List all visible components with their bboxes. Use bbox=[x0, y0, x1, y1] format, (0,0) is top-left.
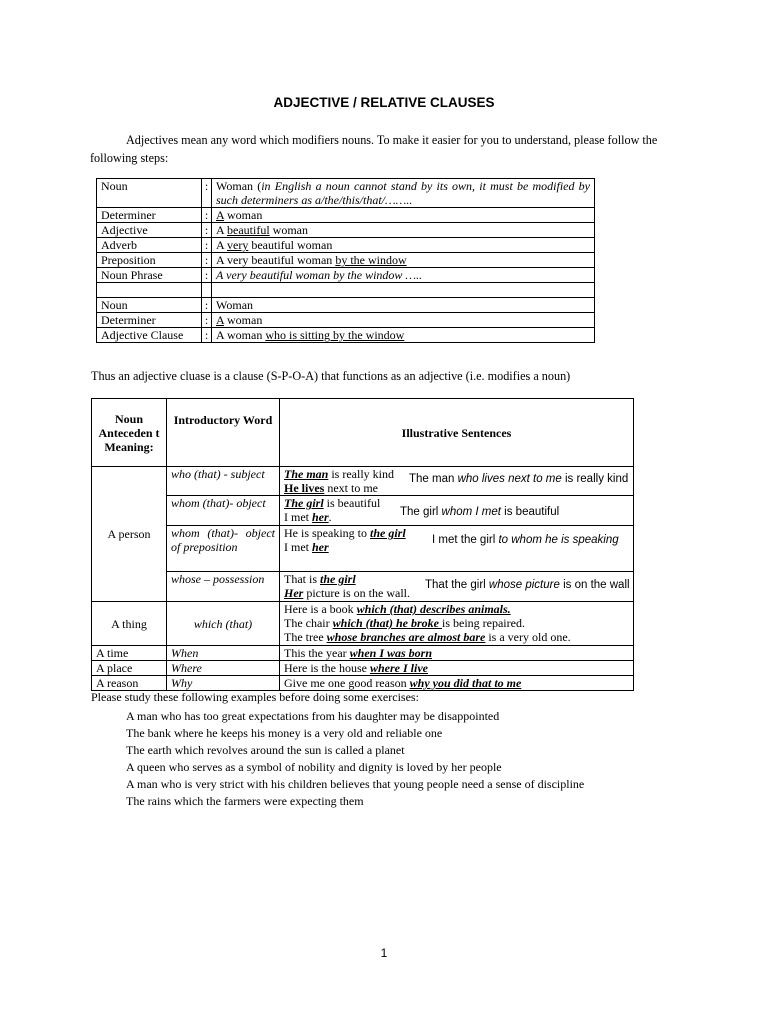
table-row bbox=[92, 526, 634, 572]
row-example: A very beautiful woman by the window bbox=[212, 253, 595, 268]
row-example: A very beautiful woman by the window ….. bbox=[212, 268, 595, 283]
annotation: The girl whom I met is beautiful bbox=[400, 506, 560, 518]
row-example: A beautiful woman bbox=[212, 223, 595, 238]
row-label: Preposition bbox=[97, 253, 202, 268]
page-title: ADJECTIVE / RELATIVE CLAUSES bbox=[273, 95, 495, 110]
table-row bbox=[97, 179, 595, 208]
row-example: A woman bbox=[212, 313, 595, 328]
table-row bbox=[97, 208, 595, 223]
illustrative-sentence: The man is really kind He lives next to me The man who lives next to me is really kind bbox=[280, 467, 634, 496]
example-sentence: A man who has too great expectations from his daughter may be disappointed bbox=[126, 709, 500, 723]
table-row bbox=[92, 467, 634, 496]
colon: : bbox=[202, 208, 212, 223]
illustrative-sentence: Give me one good reason why you did that to me bbox=[280, 676, 634, 691]
row-label: Adjective bbox=[97, 223, 202, 238]
table-row bbox=[97, 253, 595, 268]
table-row bbox=[92, 496, 634, 526]
relative-clause-table bbox=[91, 398, 634, 691]
example-sentence: The rains which the farmers were expecting them bbox=[126, 794, 364, 808]
row-example: A very beautiful woman bbox=[212, 238, 595, 253]
table-row bbox=[92, 646, 634, 661]
table-row bbox=[97, 313, 595, 328]
table-row-empty bbox=[97, 283, 595, 298]
row-label: Noun Phrase bbox=[97, 268, 202, 283]
example-sentence: The bank where he keeps his money is a very old and reliable one bbox=[126, 726, 443, 740]
colon: : bbox=[202, 223, 212, 238]
table-row bbox=[97, 298, 595, 313]
introductory-word: which (that) bbox=[167, 602, 280, 646]
example-sentence: The earth which revolves around the sun is called a planet bbox=[126, 743, 405, 757]
colon: : bbox=[202, 298, 212, 313]
table-row bbox=[92, 676, 634, 691]
antecedent-thing: A thing bbox=[92, 602, 167, 646]
introductory-word: When bbox=[167, 646, 280, 661]
antecedent-reason: A reason bbox=[92, 676, 167, 691]
header-antecedent: Noun Anteceden t Meaning: bbox=[92, 399, 167, 467]
illustrative-sentence: Here is the house where I live bbox=[280, 661, 634, 676]
table-row bbox=[97, 223, 595, 238]
table-row bbox=[92, 572, 634, 602]
introductory-word: whom (that)- object of preposition bbox=[167, 526, 280, 572]
illustrative-sentence: Here is a book which (that) describes animals. The chair which (that) he broke is being repaired. The tree whose branches are almost bare is a very old one. bbox=[280, 602, 634, 646]
annotation: That the girl whose picture is on the wall bbox=[425, 579, 630, 591]
introductory-word: who (that) - subject bbox=[167, 467, 280, 496]
page-number: 1 bbox=[380, 946, 388, 960]
colon: : bbox=[202, 313, 212, 328]
row-example: Woman bbox=[212, 298, 595, 313]
introductory-word: Why bbox=[167, 676, 280, 691]
colon: : bbox=[202, 253, 212, 268]
illustrative-sentence: That is the girl Her picture is on the wall. That the girl whose picture is on the wall bbox=[280, 572, 634, 602]
example-sentence: A man who is very strict with his children believes that young people need a sense of discipline bbox=[126, 777, 585, 791]
row-label: Adjective Clause bbox=[97, 328, 202, 343]
table-row bbox=[97, 328, 595, 343]
table-header-row bbox=[92, 399, 634, 467]
row-example: Woman (in English a noun cannot stand by its own, it must be modified by such determiners as a/the/this/that/…….. bbox=[212, 179, 595, 208]
colon: : bbox=[202, 238, 212, 253]
table-row bbox=[92, 661, 634, 676]
example-sentence: A queen who serves as a symbol of nobility and dignity is loved by her people bbox=[126, 760, 502, 774]
row-example: A woman bbox=[212, 208, 595, 223]
summary-sentence: Thus an adjective cluase is a clause (S-P-O-A) that functions as an adjective (i.e. modifies a noun) bbox=[91, 369, 571, 383]
table-row bbox=[92, 602, 634, 646]
introductory-word: whose – possession bbox=[167, 572, 280, 602]
colon: : bbox=[202, 179, 212, 208]
annotation: I met the girl to whom he is speaking bbox=[432, 534, 619, 546]
row-label: Noun bbox=[97, 298, 202, 313]
row-label: Determiner bbox=[97, 313, 202, 328]
antecedent-person: A person bbox=[92, 467, 167, 602]
row-example: A woman who is sitting by the window bbox=[212, 328, 595, 343]
illustrative-sentence: He is speaking to the girl I met her I met the girl to whom he is speaking bbox=[280, 526, 634, 572]
introductory-word: whom (that)- object bbox=[167, 496, 280, 526]
table-row bbox=[97, 238, 595, 253]
study-instruction: Please study these following examples before doing some exercises: bbox=[91, 690, 419, 704]
colon: : bbox=[202, 328, 212, 343]
header-illustrative-sentences: Illustrative Sentences bbox=[280, 399, 634, 467]
illustrative-sentence: The girl is beautiful I met her. The girl whom I met is beautiful bbox=[280, 496, 634, 526]
annotation: The man who lives next to me is really kind bbox=[409, 473, 629, 485]
row-label: Adverb bbox=[97, 238, 202, 253]
header-introductory-word: Introductory Word bbox=[167, 399, 280, 467]
row-label: Determiner bbox=[97, 208, 202, 223]
row-label: Noun bbox=[97, 179, 202, 208]
illustrative-sentence: This the year when I was born bbox=[280, 646, 634, 661]
table-row bbox=[97, 268, 595, 283]
colon: : bbox=[202, 268, 212, 283]
introductory-word: Where bbox=[167, 661, 280, 676]
intro-paragraph: Adjectives mean any word which modifiers nouns. To make it easier for you to understand, please follow the following steps: bbox=[90, 133, 658, 165]
antecedent-place: A place bbox=[92, 661, 167, 676]
antecedent-time: A time bbox=[92, 646, 167, 661]
steps-table bbox=[96, 178, 595, 343]
